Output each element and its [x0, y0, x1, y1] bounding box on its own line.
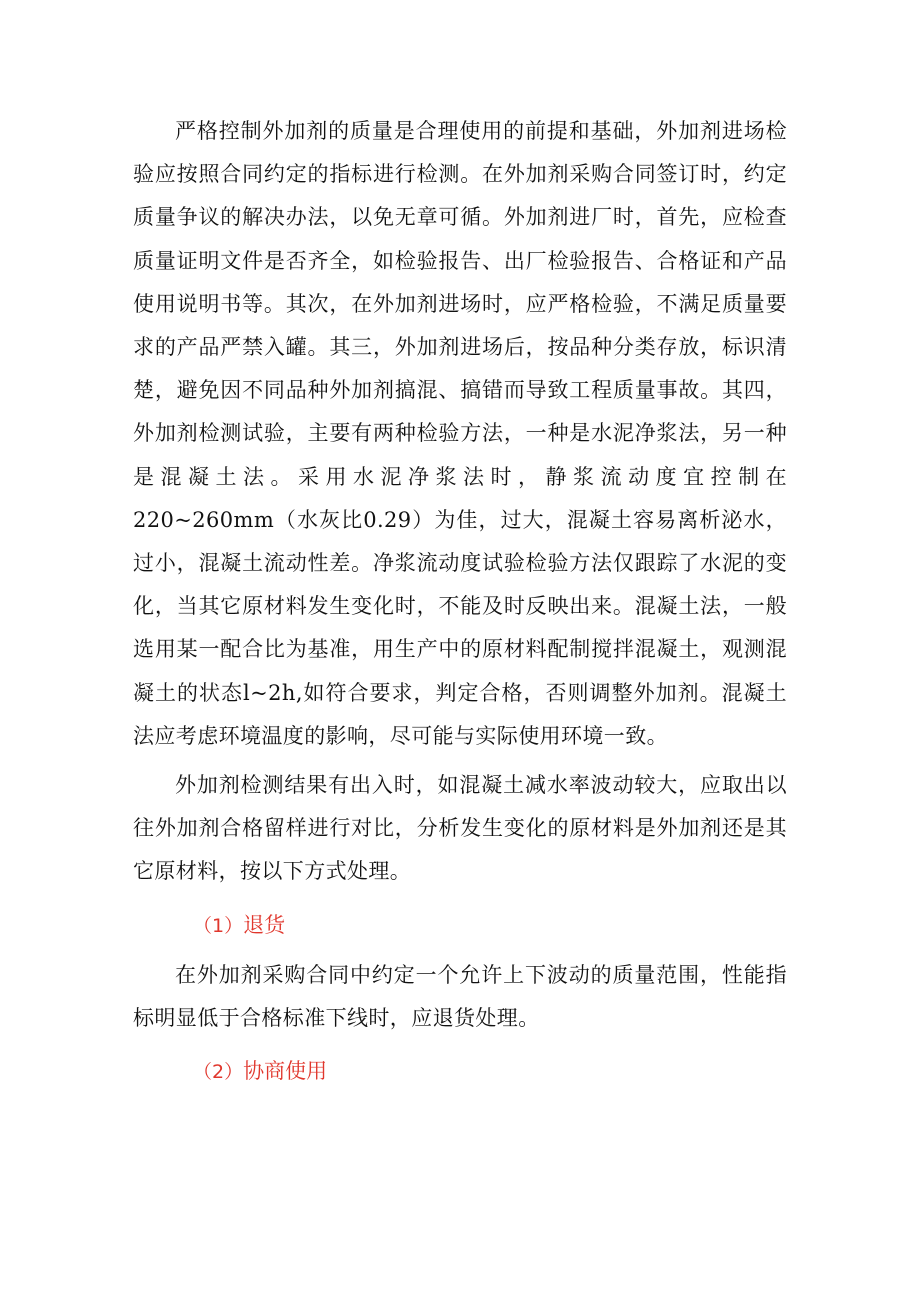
heading-negotiated-use	[133, 1050, 787, 1094]
heading-text: 退货	[243, 912, 286, 937]
heading-return-goods	[133, 904, 787, 948]
heading-text: 协商使用	[243, 1059, 328, 1084]
document-body	[133, 110, 787, 1100]
heading-number: （1）	[193, 914, 244, 937]
paragraph-return-goods: 在外加剂采购合同中约定一个允许上下波动的质量范围，性能指标明显低于合格标准下线时，应退货处理。	[133, 962, 787, 1031]
heading-number: （2）	[193, 1061, 244, 1084]
paragraph-quality-control: 严格控制外加剂的质量是合理使用的前提和基础，外加剂进场检验应按照合同约定的指标进行检测。在外加剂采购合同签订时，约定质量争议的解决办法，以免无章可循。外加剂进厂时，首先，应检查质量证明文件是否齐全，如检验报告、出厂检验报告、合格证和产品使用说明书等。其次，在外加剂进场时，应严格检验，不满足质量要求的产品严禁入罐。其三，外加剂进场后，按品种分类存放，标识清楚，避免因不同品种外加剂搞混、搞错而导致工程质量事故。其四，外加剂检测试验，主要有两种检验方法，一种是水泥净浆法，另一种是混凝土法。采用水泥净浆法时，静浆流动度宜控制在220~260mm（水灰比0.29）为佳，过大，混凝土容易离析泌水，过小，混凝土流动性差。净浆流动度试验检验方法仅跟踪了水泥的变化，当其它原材料发生变化时，不能及时反映出来。混凝土法，一般选用某一配合比为基准，用生产中的原材料配制搅拌混凝土，观测混凝土的状态l~2h,如符合要求，判定合格，否则调整外加剂。混凝土法应考虑环境温度的影响，尽可能与实际使用环境一致。	[133, 119, 787, 748]
paragraph-test-discrepancy: 外加剂检测结果有出入时，如混凝土减水率波动较大，应取出以往外加剂合格留样进行对比，分析发生变化的原材料是外加剂还是其它原材料，按以下方式处理。	[133, 773, 787, 884]
